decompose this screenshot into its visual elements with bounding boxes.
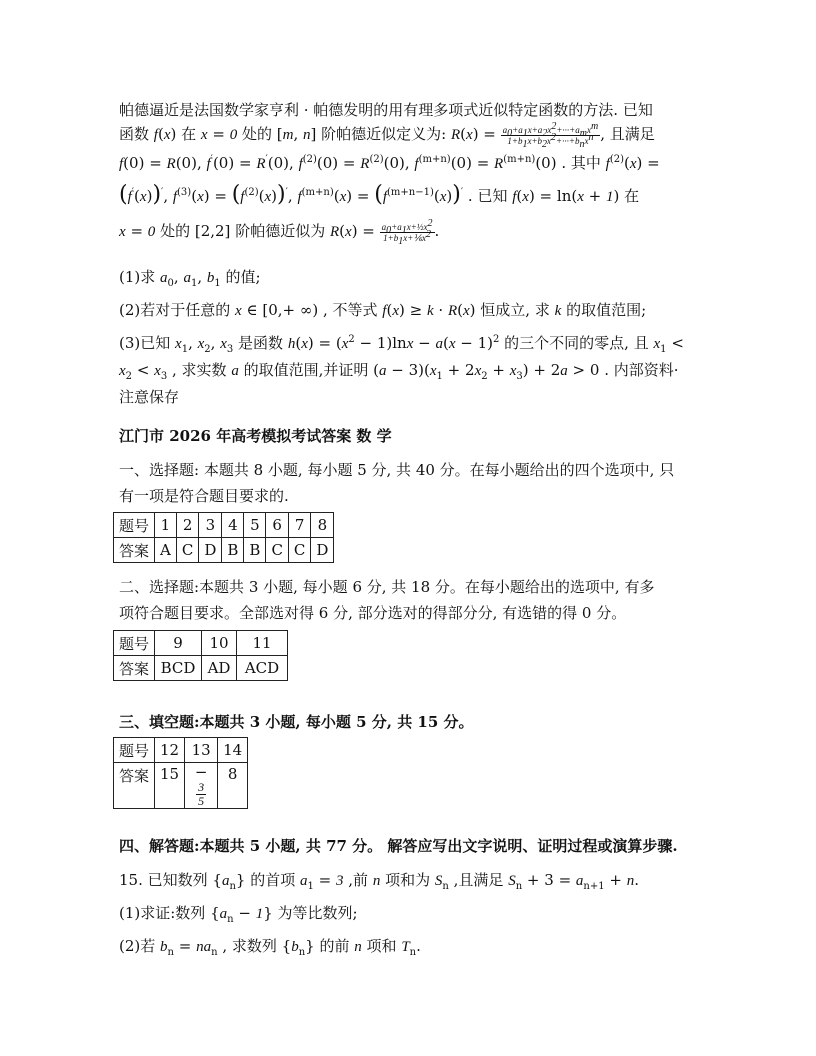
- section1-desc: 一、选择题: 本题共 8 小题, 每小题 5 分, 共 40 分。在每小题给出的四个选项中, 只 有一项是符合题目要求的.: [119, 461, 675, 505]
- section4-desc: 四、解答题:本题共 5 小题, 共 77 分。 解答应写出文字说明、证明过程或演算步骤.: [119, 837, 678, 855]
- fraction-numerator: 3: [198, 780, 205, 794]
- table-row: [114, 538, 334, 563]
- question-number: 7: [288, 513, 310, 538]
- question-number: 5: [244, 513, 266, 538]
- question-number: 2: [176, 513, 198, 538]
- answer-label: 答案: [114, 763, 155, 809]
- table-row: [114, 631, 288, 656]
- question-number: 14: [218, 738, 248, 763]
- header-label: 题号: [114, 513, 155, 538]
- question-number: 6: [266, 513, 288, 538]
- header-label: 题号: [114, 631, 155, 656]
- question-number: 13: [185, 738, 218, 763]
- problem-condition-line: f(0) = R(0), f′(0) = R′(0), $f^{(2)}(0) = R^{(2)}(0)$, $f^{(m+n)}(0) = R^{(m+n)}(0)$ . 其中 $f^{(2)}(x)$ =: [119, 154, 660, 172]
- fraction-denominator: 5: [198, 794, 205, 808]
- problem-pade-line: x = 0 处的 [2,2] 阶帕德近似为 R(x) = $\frac{a_0+a_1x+\frac{1}{2}x^2}{1+b_1x+\frac{1}{6}x^2}$ .: [119, 217, 440, 247]
- section3-desc: 三、填空题:本题共 3 小题, 每小题 5 分, 共 15 分。: [119, 713, 474, 731]
- table-row: [114, 656, 288, 681]
- answer-cell-fraction: [185, 763, 218, 809]
- answer-cell: ACD: [237, 656, 288, 681]
- header-label: 题号: [114, 738, 155, 763]
- fraction-sign: −: [194, 763, 208, 781]
- answer-cell: D: [311, 538, 334, 563]
- section3-answer-table: [113, 737, 248, 809]
- question-number: 4: [222, 513, 244, 538]
- question-number: 9: [155, 631, 202, 656]
- table-row: [114, 763, 248, 809]
- question-3: (3)已知 $x_1$, $x_2$, $x_3$ 是函数 $h(x) = (x^2 - 1)\ln x - a(x - 1)^2$ 的三个不同的零点, 且 $x_1$ < $x_2 < x_3$ , 求实数 a 的取值范围,并证明 $(a - 3)(x_1 + 2x_2 + x_3) + 2a > 0$ . 内部资料· 注意保存: [119, 334, 684, 406]
- answer-label: 答案: [114, 538, 155, 563]
- question-1: (1)求 $a_0$, $a_1$, $b_1$ 的值;: [119, 268, 261, 289]
- problem-derivative-line: (f′(x))′, $f^{(3)}(x) = (f^{(2)}(x))'$, $f^{(m+n)}(x) = (f^{(m+n-1)}(x))'$ . 已知 f(x) = ln(x + 1) 在: [119, 182, 640, 207]
- question-number: 1: [155, 513, 177, 538]
- question-number: 12: [155, 738, 185, 763]
- problem-15-q2: (2)若 $b_n = na_n$ , 求数列 $\{b_n\}$ 的前 n 项和 $T_n$.: [119, 937, 421, 958]
- answer-cell: C: [176, 538, 198, 563]
- answer-title: 江门市 2026 年高考模拟考试答案 数 学: [119, 427, 392, 445]
- answer-label: 答案: [114, 656, 155, 681]
- question-2: (2)若对于任意的 x ∈ [0,+ ∞) , 不等式 f(x) ≥ k · R(x) 恒成立, 求 k 的取值范围;: [119, 301, 647, 319]
- answer-cell: D: [199, 538, 222, 563]
- section2-desc: 二、选择题:本题共 3 小题, 每小题 6 分, 共 18 分。在每小题给出的选项中, 有多 项符合题目要求。全部选对得 6 分, 部分选对的得部分分, 有选错的得 0 分。: [119, 578, 655, 622]
- question-number: 11: [237, 631, 288, 656]
- table-row: [114, 738, 248, 763]
- problem-intro-line1: 帕德逼近是法国数学家亨利 · 帕德发明的用有理多项式近似特定函数的方法. 已知: [119, 101, 653, 119]
- table-row: [114, 513, 334, 538]
- section2-answer-table: [113, 630, 288, 681]
- problem-15-statement: 15. 已知数列 $\{a_n\}$ 的首项 $a_1 = 3$ ,前 n 项和为 $S_n$ ,且满足 $S_n + 3 = a_{n+1} + n$.: [119, 871, 639, 892]
- fraction: [196, 781, 206, 808]
- answer-cell: B: [244, 538, 266, 563]
- answer-cell: AD: [202, 656, 237, 681]
- answer-cell: C: [288, 538, 310, 563]
- answer-cell: BCD: [155, 656, 202, 681]
- answer-cell: 8: [218, 763, 248, 809]
- question-number: 8: [311, 513, 334, 538]
- section1-answer-table: [113, 512, 334, 563]
- answer-cell: 15: [155, 763, 185, 809]
- problem-15-q1: (1)求证:数列 $\{a_n - 1\}$ 为等比数列;: [119, 904, 358, 925]
- question-number: 3: [199, 513, 222, 538]
- answer-cell: B: [222, 538, 244, 563]
- answer-cell: C: [266, 538, 288, 563]
- answer-cell: A: [155, 538, 177, 563]
- problem-intro-line2: 函数 f(x) 在 x = 0 处的 [m, n] 阶帕德近似定义为: R(x) = $\frac{a_0+a_1x+a_2x^2+\cdot\cdot\cdot+a_mx^m}{1+b_1x+b_2x^2+\cdot\cdot\cdot+b_nx^n}$ , 且满足: [119, 120, 655, 150]
- question-number: 10: [202, 631, 237, 656]
